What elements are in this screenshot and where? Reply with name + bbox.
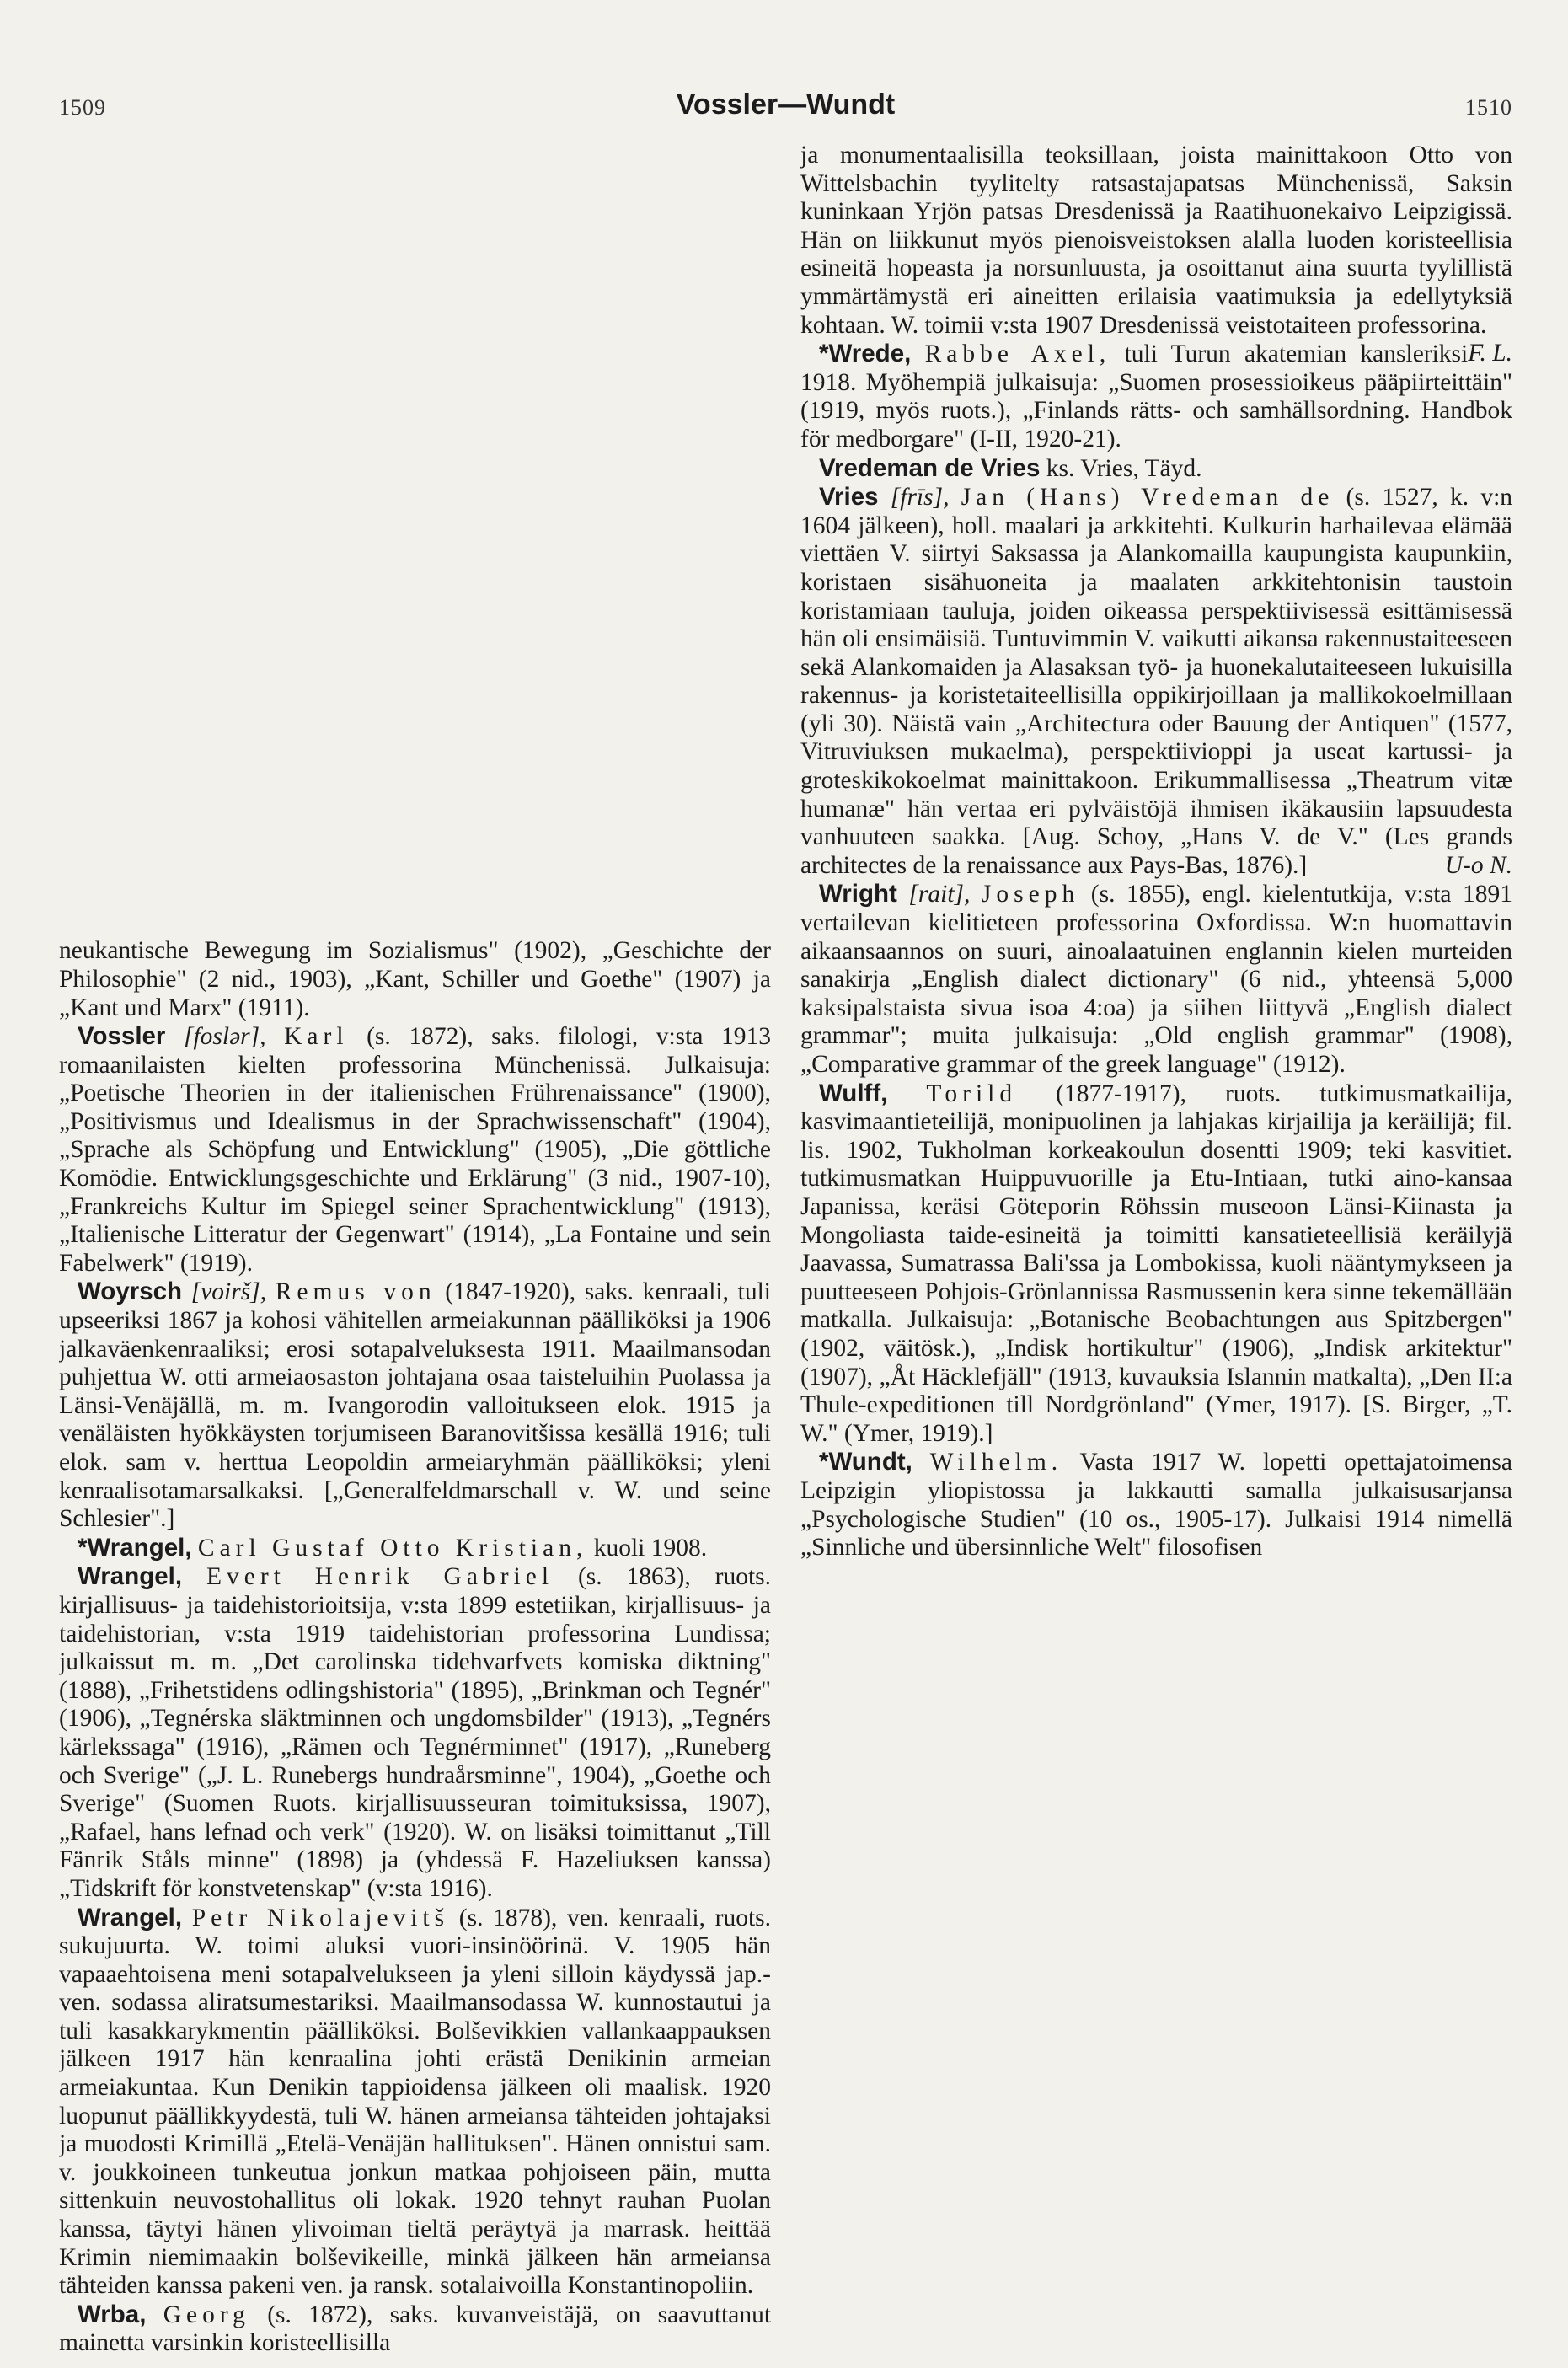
entry-text: (s. 1855), engl. kielentutkija, v:sta 1891 vertailevan kielitieteen professorina Oxfordissa. W:n huomattavin aikaansaannos on suuri, ainoalaatuinen englannin kielen murteiden sanakirja „English dialect dictionary" (6 nid., yhteensä 5,000 kaksipalstaista sivua isoa 4:oa) ja siihen liittyvä „English dialect grammar"; muita julkaisuja: „Old english grammar" (1908), „Comparative grammar of the greek language" (1912).: [800, 881, 1512, 1078]
entry-headword: *Wrede,: [819, 340, 912, 368]
dictionary-entry: [59, 1562, 771, 1903]
page-number-left: 1509: [59, 95, 106, 120]
entry-headword: Vredeman de Vries: [819, 453, 1041, 482]
entry-text: ks. Vries, Täyd.: [1046, 454, 1202, 482]
entry-headword: *Wundt,: [819, 1448, 912, 1476]
dictionary-entry: [59, 1904, 771, 2301]
left-column-flow: [59, 937, 771, 2358]
entry-given-name: Wilhelm.: [929, 1449, 1063, 1476]
dictionary-entry: [800, 880, 1512, 1079]
entry-given-name: Karl: [284, 1023, 349, 1051]
entry-pronunciation: [frīs],: [890, 484, 950, 512]
dictionary-entry: [59, 1278, 771, 1533]
dictionary-entry: [800, 454, 1512, 484]
entry-headword: Wrba,: [78, 2300, 147, 2328]
entry-text: (s. 1863), ruots. kirjallisuus- ja taidehistorioitsija, v:sta 1899 estetiikan, kirjallisuus- ja taidehistorian, v:sta 1919 taidehistorian professorina Lundissa; julkaissut m. m. „Det carolinska tidehvarfvets komiska diktning" (1888), „Frihetstidens odlingshistoria" (1895), „Brinkman och Tegnér" (1906), „Tegnérska släktminnen och ungdomsbilder" (1913), „Tegnérs kärlekssaga" (1916), „Rämen och Tegnérminnet" (1917), „Runeberg och Sverige" („J. L. Runebergs hundraårsminne", 1904), „Goethe och Sverige" (Suomen Ruots. kirjallisuusseuran toimituksissa, 1907), „Rafael, hans lefnad och verk" (1920). W. on lisäksi toimittanut „Till Fänrik Ståls minne" (1898) ja (yhdessä F. Hazeliuksen kanssa) „Tidskrift för konstvetenskap" (v:sta 1916).: [59, 1563, 771, 1902]
right-column: [800, 142, 1512, 2358]
entry-headword: *Wrangel,: [78, 1533, 192, 1562]
continuation-text: neukantische Bewegung im Sozialismus" (1902), „Geschichte der Philosophie" (2 nid., 1903), „Kant, Schiller und Goethe" (1907) ja „Kant und Marx" (1911).: [59, 937, 771, 1021]
author-signature: U-o N.: [1444, 851, 1512, 879]
continuation-body: ja monumentaalisilla teoksillaan, joista mainittakoon Otto von Wittelsbachin tyylitelty ratsastajapatsas Münchenissä, Saksin kuninkaan Yrjön patsas Dresdenissä ja Raatihuonekaivo Leipzigissä. Hän on liikkunut myös pienoisveistoksen alalla luoden koristeellisia esineitä hopeasta ja norsunluusta, ja osoittanut aina suurta tyylillistä ymmärtämystä eri aineitten erilaisia vaatimuksia ja edellytyksiä kohtaan. W. toimii v:sta 1907 Dresdenissä veistotaiteen professorina.: [800, 142, 1512, 339]
entry-headword: Wright: [819, 880, 897, 908]
entry-text: (s. 1872), saks. kuvanveistäjä, on saavuttanut mainetta varsinkin koristeellisilla: [59, 2301, 771, 2357]
entry-given-name: Remus von: [275, 1278, 436, 1306]
dictionary-entry: [800, 340, 1512, 453]
entry-pronunciation: [voirš],: [190, 1278, 267, 1306]
entry-given-name: Carl Gustaf Otto Kristian,: [197, 1534, 588, 1562]
page-header: [59, 88, 1512, 131]
entry-text: (1877-1917), ruots. tutkimusmatkailija, kasvimaantieteilijä, monipuolinen ja lahjakas kirjailija ja keräilijä; fil. lis. 1902, Tukholman korkeakoulun dosentti 1909; teki kasvitiet. tutkimusmatkan Huippuvuorille ja Etu-Intiaan, tutki aino-kansaa Japanissa, keräsi Göteporin Röhssin museoon Länsi-Kiinasta ja Mongoliasta taide-esineitä ja toimitti kansatieteellisiä keräilyjä Jaavassa, Sumatrassa Bali'ssa ja Lombokissa, kuoli nääntymykseen ja puutteeseen Pohjois-Grönlannissa Rasmussenin kera sinne tekemällään matkalla. Julkaisuja: „Botanische Beobachtungen aus Spitzbergen" (1902, väitösk.), „Indisk hortikultur" (1906), „Indisk arkitektur" (1907), „Åt Häcklefjäll" (1913, kuvauksia Islannin matkalta), „Den II:a Thule-expeditionen till Nordgrönland" (Ymer, 1917). [S. Birger, „T. W." (Ymer, 1919).]: [800, 1080, 1512, 1447]
dictionary-entry: [59, 2301, 771, 2358]
entry-given-name: Evert Henrik Gabriel: [206, 1563, 554, 1591]
entry-pronunciation: [foslər],: [183, 1023, 266, 1051]
entry-headword: Woyrsch: [78, 1278, 183, 1306]
entry-given-name: Georg: [163, 2301, 250, 2328]
dictionary-entry: [800, 1080, 1512, 1449]
entry-given-name: Torild: [926, 1080, 1018, 1107]
entry-pronunciation: [rait],: [908, 881, 971, 908]
author-signature: F. L.: [1468, 340, 1512, 367]
entry-headword: Wulff,: [819, 1079, 888, 1107]
entry-text: (s. 1872), saks. filologi, v:sta 1913 romaanilaisten kielten professorina Münchenissä. Julkaisuja: „Poetische Theorien in der italienischen Frührenaissance" (1900), „Positivismus und Idealismus in der Sprachwissenschaft" (1904), „Sprache als Schöpfung und Entwicklung" (1905), „Die göttliche Komödie. Entwicklungsgeschichte und Erklärung" (3 nid., 1907-10), „Frankreichs Kultur im Spiegel seiner Sprachentwicklung" (1913), „Italienische Litteratur der Gegenwart" (1914), „La Fontaine und sein Fabelwerk" (1919).: [59, 1023, 771, 1277]
entry-text: (1847-1920), saks. kenraali, tuli upseeriksi 1867 ja kohosi vähitellen armeiakunnan päälliköksi ja 1906 jalkaväenkenraaliksi; erosi sotapalveluksesta 1911. Maailmansodan puhjettua W. otti armeiaosaston johtajana osaa taisteluihin Puolassa ja Länsi-Venäjällä, m. m. Ivangorodin valloitukseen elok. 1915 ja venäläisten hyökkäysten torjumiseen Baranovitšissa kesällä 1916; tuli elok. sam v. herttua Leopoldin armeiaryhmän päälliköksi; yleni kenraalisotamarsalkaksi. [„Generalfeldmarschall v. W. und seine Schlesier".]: [59, 1278, 771, 1533]
entry-given-name: Joseph: [981, 881, 1080, 908]
entry-text: kuoli 1908.: [593, 1534, 708, 1562]
entry-given-name: Petr Nikolajevitš: [191, 1904, 450, 1931]
entry-given-name: Rabbe Axel,: [924, 340, 1111, 368]
entry-headword: Wrangel,: [78, 1562, 183, 1591]
entry-headword: Vries: [819, 483, 879, 512]
running-head: Vossler—Wundt: [676, 88, 896, 121]
dictionary-entry: [800, 1448, 1512, 1562]
page-number-right: 1510: [1465, 95, 1512, 120]
left-entries: [59, 1022, 771, 2358]
entry-text: Vasta 1917 W. lopetti opettajatoimensa Leipzigin yliopistossa ja lakkautti samalla julkaisusarjansa „Psychologische Studien" (10 os., 1905-17). Julkaisi 1914 nimellä „Sinnliche und übersinnliche Welt" filosofisen: [800, 1449, 1512, 1562]
dictionary-entry: [59, 1534, 771, 1563]
right-entries: [800, 340, 1512, 1562]
entry-text: tuli Turun akatemian kansleriksi 1918. Myöhempiä julkaisuja: „Suomen prosessioikeus pääpiirteittäin" (1919, myös ruots.), „Finlands rätts- och samhällsordning. Handbok för medborgare" (I-II, 1920-21).: [800, 340, 1512, 453]
entry-headword: Vossler: [78, 1022, 166, 1051]
left-column: [59, 142, 771, 2358]
dictionary-entry: [800, 483, 1512, 880]
entry-text: (s. 1527, k. v:n 1604 jälkeen), holl. maalari ja arkkitehti. Kulkurin harhailevaa elämää viettäen V. siirtyi Saksassa ja Alankomailla kaupungista kaupunkiin, koristaen sisähuoneita ja maalaten arkkitehtonisin taustoin koristamiaan tauluja, joiden oikeassa perspektiivisessä esittämisessä hän oli ensimäisiä. Tuntuvimmin V. vaikutti aikansa rakennustaiteeseen sekä Alankomaiden ja Alasaksan työ- ja huonekalutaiteeseen lukuisilla rakennus- ja koristetaiteellisilla oppikirjoillaan ja mallikokoelmillaan (yli 30). Näistä vain „Architectura oder Bauung der Antiquen" (1577, Vitruviuksen mukaelma), perspektiivioppi ja useat kartussi- ja groteskikokoelmat mainittakoon. Erikummallisessa „Theatrum vitæ humanæ" hän vertaa eri pylväistöjä ihmisen ikäkausiin lapsuudesta vanhuuteen saakka. [Aug. Schoy, „Hans V. de V." (Les grands architectes de la renaissance aux Pays-Bas, 1876).]: [800, 484, 1512, 879]
dictionary-entry: [59, 1022, 771, 1278]
entry-text: (s. 1878), ven. kenraali, ruots. sukujuurta. W. toimi aluksi vuori-insinöörinä. V. 1905 hän vapaaehtoisena meni sotapalvelukseen ja yleni silloin käydyssä jap.-ven. sodassa aliratsumestariksi. Maailmansodassa W. kunnostautui ja tuli kasakkarykmentin päälliköksi. Bolševikkien vallankaappauksen jälkeen 1917 hän kenraalina johti erästä Denikinin armeian armeiakuntaa. Kun Denikin tappioidensa jälkeen oli maalisk. 1920 luopunut päällikkyydestä, tuli W. hänen armeiansa tähteiden johtajaksi ja muodosti Krimillä „Etelä-Venäjän hallituksen". Hänen onnistui sam. v. joukkoineen tunkeutua jonkun matkaa pohjoiseen päin, mutta sittenkuin neuvostohallitus oli lokak. 1920 tehnyt rauhan Puolan kanssa, täytyi hänen ylivoiman tieltä peräytyä ja marrask. heittää Krimin niemimaakin bolševikeille, minkä jälkeen hän armeiansa tähteiden kanssa pakeni ven. ja ransk. sotalaivoilla Konstantinopoliin.: [59, 1904, 771, 2300]
entry-headword: Wrangel,: [78, 1903, 183, 1931]
entry-given-name: Jan (Hans) Vredeman de: [961, 484, 1335, 512]
